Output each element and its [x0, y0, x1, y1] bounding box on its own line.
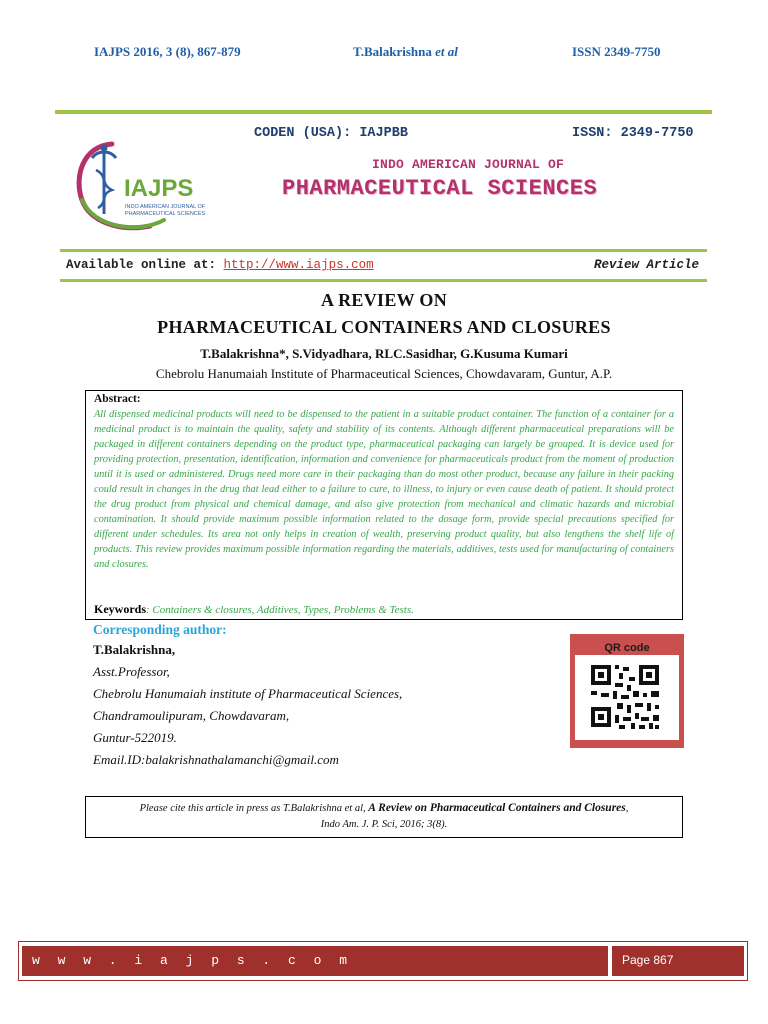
- masthead-issn: ISSN: 2349-7750: [572, 126, 694, 141]
- available-online: [66, 258, 374, 272]
- footer-site[interactable]: w w w . i a j p s . c o m: [32, 953, 353, 968]
- citation-reference: Indo Am. J. P. Sci, 2016; 3(8).: [320, 819, 448, 830]
- coden: CODEN (USA): IAJPBB: [254, 126, 408, 141]
- journal-url-link[interactable]: http://www.iajps.com: [223, 258, 374, 272]
- corresponding-email: Email.ID:balakrishnathalamanchi@gmail.com: [93, 752, 339, 767]
- keywords-value: : Containers & closures, Additives, Types, Problems & Tests.: [146, 604, 414, 616]
- authors: T.Balakrishna*, S.Vidyadhara, RLC.Sasidhar, G.Kusuma Kumari: [200, 346, 568, 361]
- logo-text: IAJPS: [124, 175, 194, 202]
- affiliation: Chebrolu Hanumaiah Institute of Pharmaceutical Sciences, Chowdavaram, Guntur, A.P.: [155, 366, 613, 381]
- qr-code-label: QR code: [604, 642, 650, 654]
- masthead-rule-top: [60, 249, 707, 252]
- keywords-label: Keywords: [94, 602, 146, 616]
- running-header-author: [353, 44, 458, 60]
- citation-prefix: Please cite this article in press as T.Balakrishna et al,: [139, 803, 366, 814]
- available-label: Available online at:: [66, 258, 217, 272]
- running-header-author-name: T.Balakrishna: [353, 44, 432, 59]
- corresponding-institute: Chebrolu Hanumaiah institute of Pharmaceutical Sciences,: [93, 686, 403, 701]
- article-title-line1: A REVIEW ON: [321, 290, 447, 310]
- footer-page-number: Page 867: [622, 953, 674, 967]
- corresponding-heading: Corresponding author:: [93, 622, 227, 637]
- article-type: Review Article: [594, 258, 700, 272]
- citation-suffix: ,: [625, 803, 629, 814]
- journal-subtitle: INDO AMERICAN JOURNAL OF: [372, 157, 565, 172]
- running-header-citation: IAJPS 2016, 3 (8), 867-879: [94, 44, 241, 59]
- corresponding-title: Asst.Professor,: [93, 664, 170, 679]
- citation-text: [92, 800, 676, 833]
- abstract-text: All dispensed medicinal products will need to be dispensed to the patient in a suitable product container. The function of a container for a medicinal product is to maintain the quality, safety and stability of its contents. Although different pharmaceutical preparations will be packaged in different containers depending on the product type, pharmaceutical packaging can largely be grouped. It is device used for providing protection, presentation, identification, information and convenience for pharmaceuticals product from the moment of production until it is used or administered. Drugs need more care in their packaging than do most other product, because any failure in their packing could result in changes in the drug that lead either to a failure to cure, to illness, to injury or even cause death of patient. It should protect the drug product from physical and chemical damage, and also give protection from mechanical and climatic hazards and microbial contamination. It should provide maximum possible information related to the dosage form, provide special precautions specified for different under schedules. Its area not only helps in creation of wealth, preserving product quality, but also lengthens the shelf life of products. This review provides maximum possible information regarding the materials, additives, tests used for manufacturing of containers and closures.: [94, 409, 674, 570]
- logo-caption-1: INDO AMERICAN JOURNAL OF: [125, 204, 206, 210]
- citation-title: A Review on Pharmaceutical Containers and Closures: [368, 802, 626, 814]
- journal-logo: [68, 136, 228, 236]
- qr-code-area: [575, 655, 679, 740]
- corresponding-city: Guntur-522019.: [93, 730, 177, 745]
- running-header-etal: et al: [435, 44, 458, 59]
- logo-caption-2: PHARMACEUTICAL SCIENCES: [125, 211, 206, 217]
- corresponding-name: T.Balakrishna,: [93, 642, 176, 657]
- qr-code-icon: [575, 655, 679, 740]
- journal-title: PHARMACEUTICAL SCIENCES: [282, 176, 598, 201]
- article-title-line2: PHARMACEUTICAL CONTAINERS AND CLOSURES: [157, 317, 611, 337]
- running-header-issn: ISSN 2349-7750: [572, 44, 661, 59]
- masthead-rule-bottom: [60, 279, 707, 282]
- keywords: [94, 602, 414, 617]
- abstract-heading: Abstract:: [94, 393, 141, 405]
- top-rule: [55, 110, 712, 114]
- corresponding-address: Chandramoulipuram, Chowdavaram,: [93, 708, 290, 723]
